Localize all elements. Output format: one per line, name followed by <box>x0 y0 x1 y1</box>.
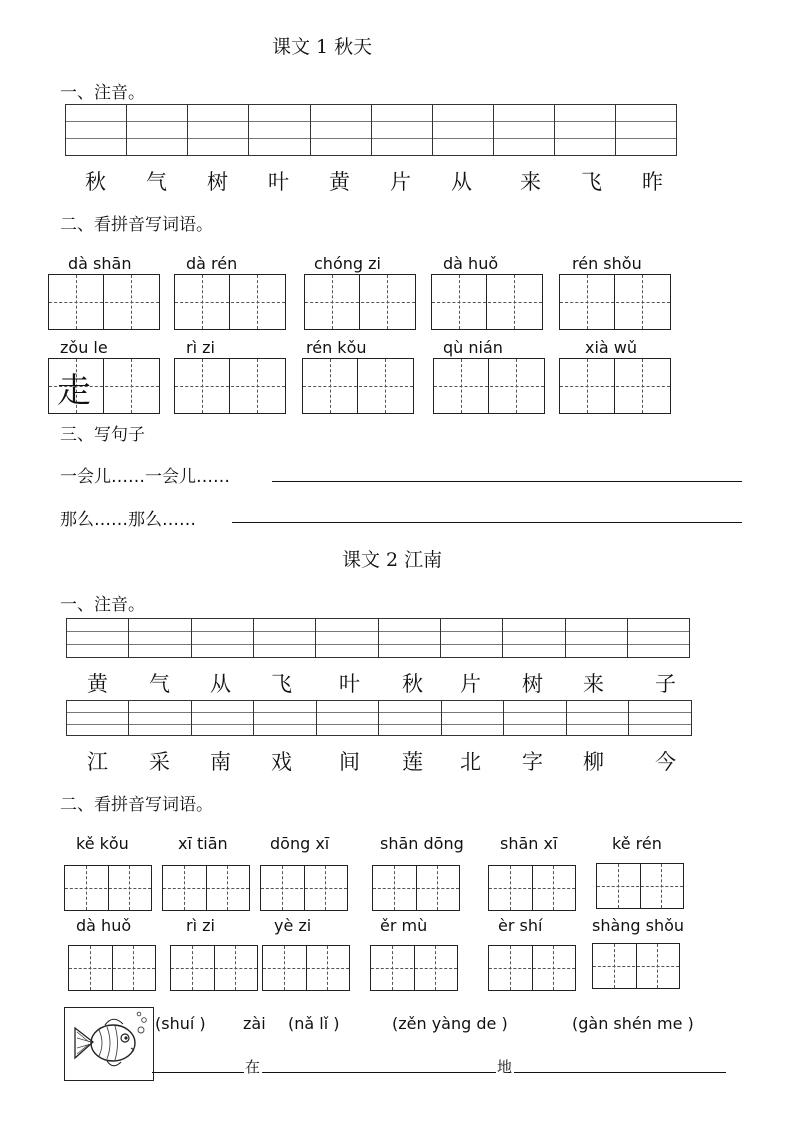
sentence-prompt-1: 一会儿……一会儿…… <box>60 467 230 487</box>
writing-box[interactable] <box>162 865 250 911</box>
question-what-doing: (gàn shén me ) <box>572 1014 694 1033</box>
writing-box[interactable] <box>302 358 414 414</box>
char: 今 <box>655 750 676 774</box>
lesson1-section3-heading: 三、写句子 <box>60 425 145 445</box>
fish-picture <box>64 1007 154 1081</box>
char: 戏 <box>271 750 292 774</box>
char: 黄 <box>329 170 350 194</box>
question-zai: zài <box>243 1014 266 1033</box>
answer-line-who[interactable] <box>152 1072 244 1073</box>
writing-box[interactable] <box>48 358 160 414</box>
lesson2-title: 课文 2 江南 <box>342 549 443 571</box>
char: 飞 <box>581 170 602 194</box>
pinyin: dà shān <box>68 254 132 273</box>
pinyin: rén kǒu <box>306 338 367 357</box>
question-where: (nǎ lǐ ) <box>288 1014 340 1033</box>
sentence-prompt-2: 那么……那么…… <box>60 510 196 530</box>
pinyin: chóng zi <box>314 254 381 273</box>
writing-box[interactable] <box>592 943 680 989</box>
writing-box[interactable] <box>48 274 160 330</box>
char: 片 <box>390 170 411 194</box>
pinyin: dà rén <box>186 254 238 273</box>
char: 气 <box>146 170 167 194</box>
pinyin: yè zi <box>274 916 312 935</box>
writing-box[interactable] <box>170 945 258 991</box>
char: 片 <box>460 672 481 696</box>
char: 南 <box>210 750 231 774</box>
char: 树 <box>207 170 228 194</box>
pinyin: èr shí <box>498 916 543 935</box>
pinyin: shān dōng <box>380 834 464 853</box>
pinyin: xià wǔ <box>585 338 638 357</box>
lesson1-section2-heading: 二、看拼音写词语。 <box>60 215 213 235</box>
lesson2-pinyin-grid-1[interactable] <box>66 618 690 658</box>
writing-box[interactable] <box>174 274 286 330</box>
char: 叶 <box>339 672 360 696</box>
answer-line-action[interactable] <box>514 1072 726 1073</box>
lesson2-char-row-2 <box>0 746 800 774</box>
lesson1-section1-heading: 一、注音。 <box>60 83 145 103</box>
char: 叶 <box>268 170 289 194</box>
writing-box[interactable] <box>262 945 350 991</box>
word-di: 地 <box>497 1058 513 1076</box>
pinyin: zǒu le <box>60 338 108 357</box>
char: 柳 <box>583 750 604 774</box>
filled-char: 走 <box>57 371 91 411</box>
char: 采 <box>149 750 170 774</box>
lesson1-title: 课文 1 秋天 <box>272 36 373 58</box>
char: 从 <box>451 170 472 194</box>
char: 秋 <box>85 170 106 194</box>
lesson2-section2-heading: 二、看拼音写词语。 <box>60 795 213 815</box>
pinyin: ěr mù <box>380 916 428 935</box>
pinyin: dōng xī <box>270 834 330 853</box>
char: 子 <box>655 672 676 696</box>
char: 气 <box>149 672 170 696</box>
writing-box[interactable] <box>64 865 152 911</box>
char: 秋 <box>402 672 423 696</box>
writing-box[interactable] <box>559 358 671 414</box>
fish-icon <box>65 1008 153 1080</box>
writing-box[interactable] <box>431 274 543 330</box>
pinyin: rén shǒu <box>572 254 642 273</box>
word-zai: 在 <box>245 1058 261 1076</box>
lesson1-char-row <box>0 166 800 194</box>
pinyin: dà huǒ <box>443 254 499 273</box>
char: 北 <box>460 750 481 774</box>
writing-box[interactable] <box>488 945 576 991</box>
writing-box[interactable] <box>370 945 458 991</box>
pinyin: xī tiān <box>178 834 228 853</box>
lesson2-section1-heading: 一、注音。 <box>60 595 145 615</box>
char: 字 <box>522 750 543 774</box>
writing-box[interactable] <box>372 865 460 911</box>
char: 从 <box>210 672 231 696</box>
writing-box[interactable] <box>559 274 671 330</box>
pinyin: shān xī <box>500 834 558 853</box>
writing-box[interactable] <box>488 865 576 911</box>
answer-line-where[interactable] <box>262 1072 496 1073</box>
writing-box[interactable] <box>304 274 416 330</box>
writing-box[interactable] <box>68 945 156 991</box>
char: 飞 <box>271 672 292 696</box>
char: 来 <box>583 672 604 696</box>
question-who: (shuí ) <box>155 1014 206 1033</box>
char: 树 <box>522 672 543 696</box>
pinyin: rì zi <box>186 338 215 357</box>
pinyin: kě kǒu <box>76 834 129 853</box>
writing-box[interactable] <box>260 865 348 911</box>
writing-box[interactable] <box>433 358 545 414</box>
sentence-answer-line-2[interactable] <box>232 522 742 523</box>
pinyin: dà huǒ <box>76 916 132 935</box>
pinyin: kě rén <box>612 834 662 853</box>
lesson2-pinyin-grid-2[interactable] <box>66 700 692 736</box>
char: 间 <box>339 750 360 774</box>
lesson1-pinyin-grid[interactable] <box>65 104 677 156</box>
char: 莲 <box>402 750 423 774</box>
char: 黄 <box>87 672 108 696</box>
char: 来 <box>520 170 541 194</box>
pinyin: rì zi <box>186 916 215 935</box>
writing-box[interactable] <box>174 358 286 414</box>
sentence-answer-line-1[interactable] <box>272 481 742 482</box>
pinyin: shàng shǒu <box>592 916 685 935</box>
char: 江 <box>87 750 108 774</box>
question-how: (zěn yàng de ) <box>392 1014 508 1033</box>
writing-box[interactable] <box>596 863 684 909</box>
char: 昨 <box>642 170 663 194</box>
lesson2-char-row-1 <box>0 668 800 696</box>
pinyin: qù nián <box>443 338 503 357</box>
